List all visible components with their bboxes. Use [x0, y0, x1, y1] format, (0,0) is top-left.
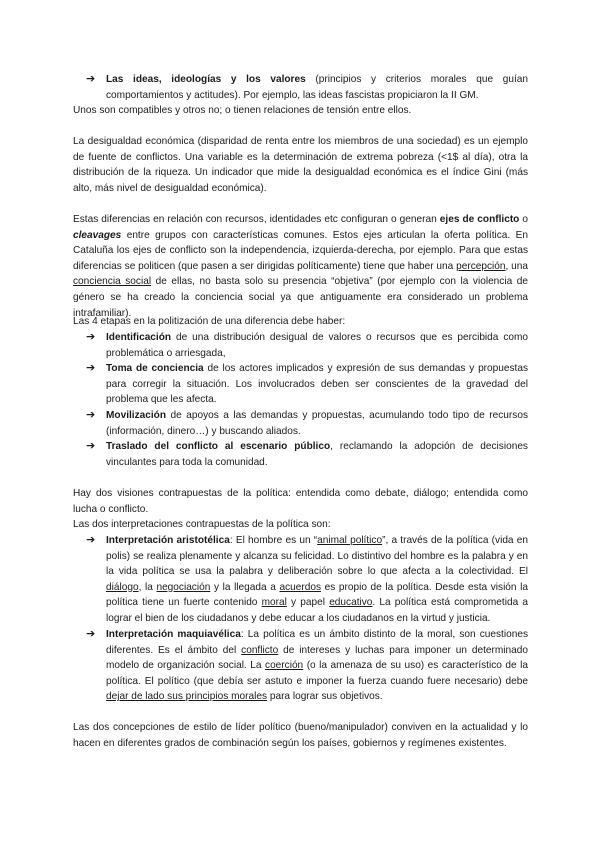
arrow-icon: ➔: [86, 409, 96, 421]
underlined-run: coerción: [265, 660, 304, 672]
paragraph-desigualdad: La desigualdad económica (disparidad de renta entre los miembros de una sociedad) es un ejemplo de fuente de conflictos. Una variable es la determinación de extrema pobreza (<1$ al día), otra la distribución de la riqueza. Un indicador que mide la desigualdad económica es el índice Gini (más alto, más nivel de desigualdad económica).: [73, 136, 528, 194]
underlined-run: animal político: [317, 535, 383, 546]
text-run: para lograr sus objetivos.: [267, 691, 383, 703]
etapa-bold: Traslado del conflicto al escenario público: [106, 441, 331, 452]
text-run: es propio de la política. Desde esta visión la política tiene un fuerte contenido: [106, 581, 529, 609]
text-run: : El hombre es un “: [229, 535, 318, 546]
paragraph-visiones: Hay dos visiones contrapuestas de la política: entendida como debate, diálogo; entendida como lucha o conflicto.: [73, 488, 528, 515]
underlined-run: conciencia social: [73, 276, 152, 288]
arrow-icon: ➔: [86, 331, 96, 343]
underlined-run: dejar de lado sus principios morales: [106, 691, 268, 703]
etapa-bold: Identificación: [106, 332, 172, 343]
text-run: : La política es un ámbito distinto de la moral, son cuestiones diferentes. Es el ámbito del: [106, 629, 528, 656]
text-run: , la: [138, 581, 157, 593]
underlined-run: negociación: [156, 581, 211, 593]
text-run: de intereses y luchas para imponer un determinado modelo de organización social. La: [106, 644, 528, 672]
etapa-text: de una distribución desigual de valores o recursos que es percibida como problemática o arriesgada,: [106, 332, 528, 359]
bold-run: ejes de conflicto: [439, 214, 520, 225]
text-run: , una: [505, 260, 528, 272]
underlined-run: moral: [261, 597, 287, 609]
text-run: entre grupos con características comunes. Estos ejes articulan la oferta política. En Cataluña los ejes de conflicto son la independencia, izquierda-derecha, por ejemplo. Para que estas diferencias se politicen (que pasen a ser dirigidas políticamente) tiene que haber una: [73, 229, 528, 272]
etapa-item: [86, 439, 528, 470]
underlined-run: percepción: [456, 260, 506, 272]
underlined-run: educativo: [329, 597, 373, 609]
text-run: Estas diferencias en relación con recursos, identidades etc configuran o generan: [73, 214, 440, 225]
paragraph-etapas: Las 4 etapas en la politización de una diferencia debe haber:: [73, 316, 346, 327]
etapa-item: [86, 361, 529, 408]
underlined-run: acuerdos: [279, 581, 321, 593]
etapa-text: de apoyos a las demandas y propuestas, acumulando todo tipo de recursos (información, dinero…) y buscando aliados.: [106, 410, 528, 437]
arrow-icon: ➔: [86, 628, 96, 640]
etapa-item: [86, 330, 528, 361]
etapa-text: de los actores implicados y expresión de sus demandas y propuestas para corregir la situación. Los involucrados deben ser conscientes de la gravedad del problema que les afecta.: [106, 363, 529, 406]
bullet-ideas-text: (principios y criterios morales que guían comportamientos y actitudes). Por ejemplo, las ideas fascistas propiciaron la II GM.: [106, 74, 528, 101]
arrow-icon: ➔: [86, 73, 96, 85]
paragraph-compat: Unos son compatibles y otros no; o tienen relaciones de tensión entre ellos.: [73, 105, 412, 116]
bullet-aristotelica: [86, 533, 529, 627]
text-run: (o la amenaza de su uso) es característico de la política. El político (que debía ser astuto e imponer la fuerza cuando fuere necesario) debe: [106, 660, 529, 687]
paragraph-ejes: [73, 212, 528, 321]
text-run: y la llegada a: [210, 581, 280, 593]
text-run: y papel: [286, 597, 330, 609]
paragraph-final: Las dos concepciones de estilo de líder político (bueno/manipulador) conviven en la actualidad y lo hacen en diferentes grados de combinación según los países, gobiernos y regímenes existentes.: [73, 722, 528, 749]
arrow-icon: ➔: [86, 362, 96, 374]
arrow-icon: ➔: [86, 534, 96, 546]
bullet-ideas-bold: Las ideas, ideologías y los valores: [106, 74, 306, 85]
etapa-item: [86, 408, 528, 439]
text-run: o: [519, 214, 529, 225]
bullet-ideas: [86, 72, 528, 103]
bold-run: Interpretación aristotélica: [106, 535, 230, 546]
text-run: ”, a través de la política (vida en polis) se realiza plenamente y alcanza su felicidad. Lo distintivo del hombre es la palabra y en la vida política se usa la palabra y deliberación sobre lo que afecta a la colectividad. El: [106, 535, 528, 578]
etapa-bold: Toma de conciencia: [106, 363, 204, 374]
arrow-icon: ➔: [86, 440, 96, 452]
underlined-run: conflicto: [241, 644, 279, 656]
paragraph-interpretaciones: Las dos interpretaciones contrapuestas de la política son:: [73, 519, 331, 530]
text-run: . La política está comprometida a lograr el bien de los ciudadanos y debe educar a los ciudadanos en la virtud y justicia.: [106, 597, 528, 624]
etapa-bold: Movilización: [106, 410, 167, 421]
bullet-maquiavelica: [86, 627, 529, 705]
underlined-run: diálogo: [106, 581, 139, 593]
bold-italic-run: cleavages: [73, 229, 122, 241]
etapa-text: , reclamando la adopción de decisiones vinculantes para toda la comunidad.: [106, 441, 528, 468]
bold-run: Interpretación maquiavélica: [106, 629, 241, 640]
text-run: de ellas, no basta solo su presencia “objetiva” (por ejemplo con la violencia de género se ha creado la conciencia social ya que antiguamente era considerado un problema intrafamiliar).: [73, 276, 528, 319]
